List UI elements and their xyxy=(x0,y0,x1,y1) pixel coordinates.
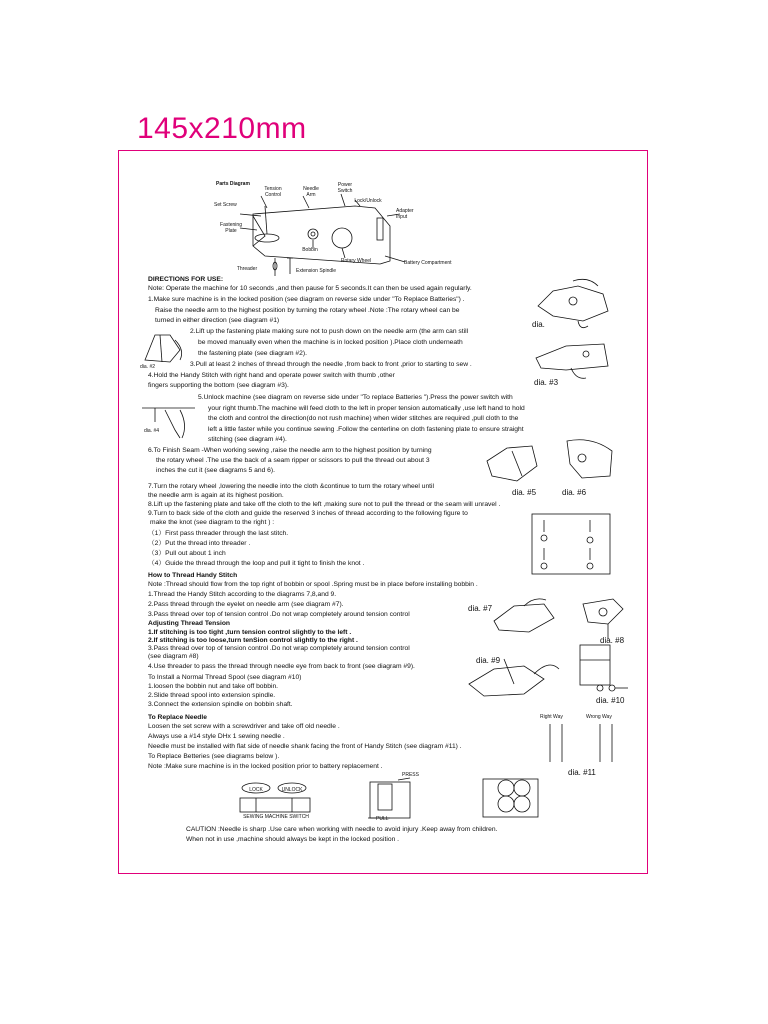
directions-line: your right thumb.The machine will feed cloth to the left in proper tension automatically ,use left hand to hold xyxy=(208,405,525,412)
dia-5-label: dia. #5 xyxy=(512,488,537,497)
directions-line: 9.Turn to back side of the cloth and guide the reserved 3 inches of thread according to the following figure to xyxy=(148,510,468,517)
dia-8-label: dia. #8 xyxy=(600,636,625,645)
directions-line: Note: Operate the machine for 10 seconds ,and then pause for 5 seconds.It can then be used again regularly. xyxy=(148,285,472,292)
dia-4-label: dia. #4 xyxy=(144,428,160,434)
parts-diagram-title: Parts Diagram xyxy=(216,181,250,187)
pull-label: PULL xyxy=(376,816,389,822)
tension-line: (see diagram #8) xyxy=(148,653,199,660)
directions-line: the rotary wheel .The use the back of a seam ripper or scissors to pull the thread out about 3 xyxy=(156,457,430,464)
diagram-1-illustration xyxy=(528,276,618,326)
dia-3-label: dia. #3 xyxy=(534,378,559,387)
thread-heading: How to Thread Handy Stitch xyxy=(148,572,238,579)
switch-label: SEWING MACHINE SWITCH xyxy=(243,814,309,820)
tension-line: 4.Use threader to pass the thread through needle eye from back to front (see diagram #9). xyxy=(148,663,415,670)
dia-6-label: dia. #6 xyxy=(562,488,587,497)
battery-compartment-illustration xyxy=(478,774,548,820)
caution-line: CAUTION :Needle is sharp .Use care when working with needle to avoid injury .Keep away from children. xyxy=(186,826,498,833)
label-needle-arm: Needle Arm xyxy=(303,186,319,198)
directions-line: 8.Lift up the fastening plate and take off the cloth to the left ,making sure not to pull the thread or the seam will unravel . xyxy=(148,501,501,508)
thread-line: 1.Thread the Handy Stitch according to the diagrams 7,8,and 9. xyxy=(148,591,337,598)
directions-line: fingers supporting the bottom (see diagram #3). xyxy=(148,382,289,389)
label-bobbin: Bobbin xyxy=(302,247,318,253)
needle-line: To Replace Betteries (see diagrams below ). xyxy=(148,753,280,760)
knot-step: （3）Pull out about 1 inch xyxy=(148,550,226,557)
dia-1-label: dia. xyxy=(532,320,545,329)
label-tension-control: Tension Control xyxy=(264,186,282,198)
directions-line: left a little faster while you continue sewing .Follow the centerline on cloth fastening plate to ensure straight xyxy=(208,426,524,433)
directions-line: 7.Turn the rotary wheel ,lowering the needle into the cloth &continue to turn the rotary wheel until xyxy=(148,483,434,490)
directions-line: 6.To Finish Seam -When working sewing ,raise the needle arm to the highest position by turning xyxy=(148,447,432,454)
needle-line: Always use a #14 style DHx 1 sewing needle . xyxy=(148,733,285,740)
right-way-label: Right Way xyxy=(540,714,563,720)
tension-heading: Adjusting Thread Tension xyxy=(148,620,230,627)
diagram-5-6-illustration xyxy=(482,436,622,491)
dia-9-label: dia. #9 xyxy=(476,656,501,665)
tension-bold-line: 2.If stitching is too loose,turn tenSion control slightly to the right . xyxy=(148,637,358,644)
lock-label: LOCK xyxy=(249,787,263,793)
dia-10-label: dia. #10 xyxy=(596,696,625,705)
directions-line: 4.Hold the Handy Stitch with right hand and operate power switch with thumb ,other xyxy=(148,372,395,379)
directions-line: 1.Make sure machine is in the locked position (see diagram on reverse side under "To Replace Batteries") . xyxy=(148,296,465,303)
diagram-10-illustration xyxy=(570,640,630,700)
wrong-way-label: Wrong Way xyxy=(586,714,612,720)
directions-line: 3.Pull at least 2 inches of thread through the needle ,from back to front ,prior to starting to sew . xyxy=(190,361,472,368)
directions-line: the needle arm is again at its highest position. xyxy=(148,492,284,499)
tension-line: 3.Pass thread over top of tension control .Do not wrap completely around tension control xyxy=(148,645,410,652)
diagram-11-illustration xyxy=(540,722,630,772)
label-power-switch: Power Switch xyxy=(337,182,353,194)
directions-line: turned in either direction (see diagram #1) xyxy=(155,317,280,324)
directions-line: inches the cut it (see diagrams 5 and 6). xyxy=(156,467,275,474)
directions-line: 2.Lift up the fastening plate making sure not to push down on the needle arm (the arm can still xyxy=(190,328,469,335)
tension-bold-line: 1.If stitching is too tight ,turn tension control slightly to the left . xyxy=(148,629,352,636)
directions-line: the cloth and control the direction(do not rush machine) when wider stitches are required ,pull cloth to the xyxy=(208,415,519,422)
thread-line: 2.Pass thread through the eyelet on needle arm (see diagram #7). xyxy=(148,601,344,608)
knot-step: （4）Guide the thread through the loop and pull it tight to finish the knot . xyxy=(148,560,365,567)
needle-line: Loosen the set screw with a screwdriver and take off old needle . xyxy=(148,723,340,730)
directions-line: the fastening plate (see diagram #2). xyxy=(198,350,307,357)
knot-diagram-illustration xyxy=(532,514,612,576)
caution-line: When not in use ,machine should always be kept in the locked position . xyxy=(186,836,400,843)
needle-line: Note :Make sure machine is in the locked position prior to battery replacement . xyxy=(148,763,383,770)
press-label: PRESS xyxy=(402,772,419,778)
diagram-7-illustration xyxy=(484,596,564,636)
label-fastening-plate: Fastening Plate xyxy=(220,222,242,234)
page-size-title: 145x210mm xyxy=(137,112,307,145)
label-set-screw: Set Screw xyxy=(214,202,237,208)
spool-line: 2.Slide thread spool into extension spindle. xyxy=(148,692,276,699)
directions-line: make the knot (see diagram to the right ) : xyxy=(150,519,275,526)
press-battery-cover-illustration xyxy=(360,776,420,822)
label-rotary-wheel: Rotary Wheel xyxy=(340,258,372,264)
thread-line: Note :Thread should flow from the top right of bobbin or spool .Spring must be in place before installing bobbin . xyxy=(148,581,478,588)
label-extension-spindle: Extension Spindle xyxy=(296,268,337,274)
diagram-3-illustration xyxy=(526,338,616,383)
knot-step: （1）First pass threader through the last stitch. xyxy=(148,530,289,537)
spool-line: 3.Connect the extension spindle on bobbin shaft. xyxy=(148,701,293,708)
directions-line: stitching (see diagram #4). xyxy=(208,436,287,443)
spool-line: To Install a Normal Thread Spool (see diagram #10) xyxy=(148,674,302,681)
directions-line: be moved manually even when the machine is in locked position ).Place cloth underneath xyxy=(198,339,463,346)
dia-11-label: dia. #11 xyxy=(568,768,596,777)
knot-step: （2）Put the thread into threader . xyxy=(148,540,251,547)
label-lock-unlock: Lock/Unlock xyxy=(354,198,382,204)
directions-heading: DIRECTIONS FOR USE: xyxy=(148,276,224,283)
directions-line: Raise the needle arm to the highest position by turning the rotary wheel .Note :The rotary wheel can be xyxy=(155,307,460,314)
unlock-label: UNLOCK xyxy=(281,787,303,793)
dia-7-label: dia. #7 xyxy=(468,604,493,613)
thread-line: 3.Pass thread over top of tension control .Do not wrap completely around tension control xyxy=(148,611,410,618)
needle-line: Needle must be installed with flat side of needle shank facing the front of Handy Stitch (see diagram #11) . xyxy=(148,743,462,750)
label-adapter-input: Adapter Input xyxy=(396,208,414,220)
diagram-4-illustration xyxy=(140,400,200,440)
needle-heading: To Replace Needle xyxy=(148,714,207,721)
label-battery-compartment: Battery Compartment xyxy=(404,260,452,266)
label-threader: Threader xyxy=(236,266,258,272)
dia-2-label: dia. #2 xyxy=(140,364,156,370)
directions-line: 5.Unlock machine (see diagram on reverse side under "To replace Batteries ").Press the power switch with xyxy=(198,394,513,401)
spool-line: 1.loosen the bobbin nut and take off bobbin. xyxy=(148,683,279,690)
